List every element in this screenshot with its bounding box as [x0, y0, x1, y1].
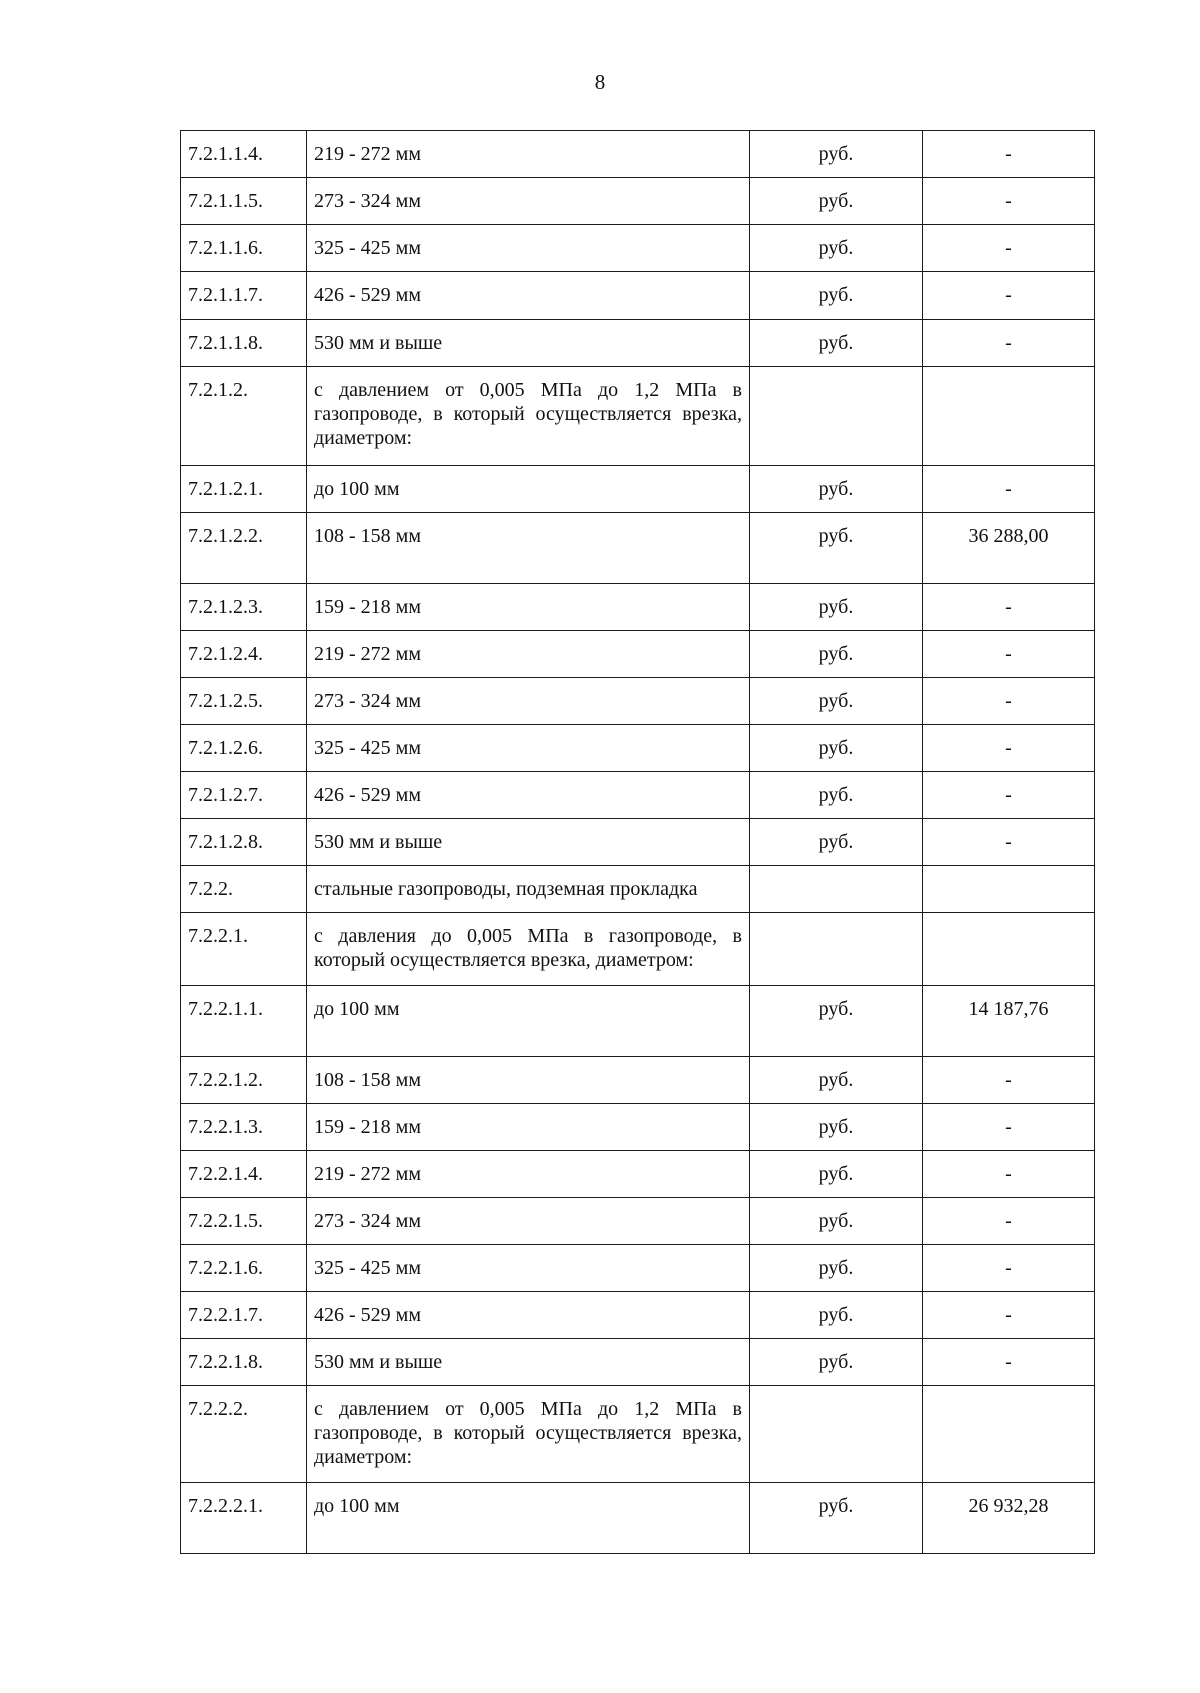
- row-code: 7.2.1.1.8.: [181, 320, 307, 367]
- table-row: [181, 1057, 1095, 1104]
- row-code: 7.2.2.1.5.: [181, 1198, 307, 1245]
- row-code: 7.2.2.1.7.: [181, 1292, 307, 1339]
- row-value: 36 288,00: [923, 513, 1095, 584]
- table-row: [181, 631, 1095, 678]
- row-description: с давлением от 0,005 МПа до 1,2 МПа в газопроводе, в который осуществляется врезка, диаметром:: [307, 367, 750, 466]
- row-description: 273 - 324 мм: [307, 178, 750, 225]
- row-value: 26 932,28: [923, 1483, 1095, 1554]
- row-code: 7.2.2.1.6.: [181, 1245, 307, 1292]
- row-description: стальные газопроводы, подземная прокладка: [307, 866, 750, 913]
- table-row: [181, 1245, 1095, 1292]
- row-unit: руб.: [750, 1057, 923, 1104]
- row-code: 7.2.2.1.4.: [181, 1151, 307, 1198]
- row-value: -: [923, 631, 1095, 678]
- table-row: [181, 367, 1095, 466]
- row-unit: руб.: [750, 1292, 923, 1339]
- row-description: 219 - 272 мм: [307, 1151, 750, 1198]
- row-code: 7.2.1.2.2.: [181, 513, 307, 584]
- row-unit: руб.: [750, 678, 923, 725]
- row-value: -: [923, 725, 1095, 772]
- row-value: -: [923, 1104, 1095, 1151]
- row-value: -: [923, 225, 1095, 272]
- row-description: до 100 мм: [307, 466, 750, 513]
- row-code: 7.2.1.2.1.: [181, 466, 307, 513]
- row-unit: руб.: [750, 986, 923, 1057]
- row-description: 273 - 324 мм: [307, 678, 750, 725]
- row-unit: [750, 1386, 923, 1483]
- table-row: [181, 584, 1095, 631]
- row-description: 159 - 218 мм: [307, 1104, 750, 1151]
- row-code: 7.2.2.: [181, 866, 307, 913]
- row-description: до 100 мм: [307, 986, 750, 1057]
- row-unit: руб.: [750, 1483, 923, 1554]
- row-description: 219 - 272 мм: [307, 131, 750, 178]
- row-description: 426 - 529 мм: [307, 772, 750, 819]
- row-value: [923, 913, 1095, 986]
- row-code: 7.2.1.2.6.: [181, 725, 307, 772]
- row-description: 325 - 425 мм: [307, 1245, 750, 1292]
- table-row: [181, 866, 1095, 913]
- row-code: 7.2.1.1.7.: [181, 272, 307, 320]
- row-value: -: [923, 1292, 1095, 1339]
- row-code: 7.2.1.2.4.: [181, 631, 307, 678]
- table-row: [181, 225, 1095, 272]
- row-code: 7.2.2.1.3.: [181, 1104, 307, 1151]
- row-code: 7.2.1.2.5.: [181, 678, 307, 725]
- table-row: [181, 513, 1095, 584]
- table-row: [181, 1198, 1095, 1245]
- row-value: -: [923, 584, 1095, 631]
- row-code: 7.2.2.1.8.: [181, 1339, 307, 1386]
- row-unit: руб.: [750, 772, 923, 819]
- row-code: 7.2.2.2.1.: [181, 1483, 307, 1554]
- table-body: [181, 131, 1095, 1554]
- row-code: 7.2.1.1.4.: [181, 131, 307, 178]
- row-description: 325 - 425 мм: [307, 225, 750, 272]
- table-row: [181, 913, 1095, 986]
- row-unit: руб.: [750, 272, 923, 320]
- row-code: 7.2.2.1.: [181, 913, 307, 986]
- row-unit: руб.: [750, 178, 923, 225]
- table-row: [181, 1386, 1095, 1483]
- row-code: 7.2.2.2.: [181, 1386, 307, 1483]
- row-value: -: [923, 1151, 1095, 1198]
- table-row: [181, 678, 1095, 725]
- row-code: 7.2.1.2.8.: [181, 819, 307, 866]
- row-unit: руб.: [750, 1151, 923, 1198]
- page-number: 8: [594, 70, 606, 94]
- table-row: [181, 272, 1095, 320]
- row-value: -: [923, 178, 1095, 225]
- row-description: до 100 мм: [307, 1483, 750, 1554]
- row-value: -: [923, 1339, 1095, 1386]
- row-code: 7.2.2.1.2.: [181, 1057, 307, 1104]
- row-description: 426 - 529 мм: [307, 272, 750, 320]
- row-code: 7.2.1.2.: [181, 367, 307, 466]
- row-value: -: [923, 272, 1095, 320]
- row-value: [923, 367, 1095, 466]
- row-value: -: [923, 1198, 1095, 1245]
- tariff-table: [180, 130, 1095, 1554]
- row-description: 273 - 324 мм: [307, 1198, 750, 1245]
- row-unit: руб.: [750, 1198, 923, 1245]
- row-unit: руб.: [750, 819, 923, 866]
- table-row: [181, 1104, 1095, 1151]
- table-row: [181, 1151, 1095, 1198]
- table-row: [181, 986, 1095, 1057]
- row-code: 7.2.1.1.5.: [181, 178, 307, 225]
- row-description: с давления до 0,005 МПа в газопроводе, в который осуществляется врезка, диаметром:: [307, 913, 750, 986]
- row-description: 530 мм и выше: [307, 819, 750, 866]
- row-value: -: [923, 320, 1095, 367]
- table-row: [181, 178, 1095, 225]
- row-unit: руб.: [750, 131, 923, 178]
- row-value: -: [923, 819, 1095, 866]
- row-code: 7.2.2.1.1.: [181, 986, 307, 1057]
- row-code: 7.2.1.2.7.: [181, 772, 307, 819]
- row-unit: руб.: [750, 513, 923, 584]
- row-value: -: [923, 1057, 1095, 1104]
- table-row: [181, 466, 1095, 513]
- row-description: с давлением от 0,005 МПа до 1,2 МПа в газопроводе, в который осуществляется врезка, диаметром:: [307, 1386, 750, 1483]
- table-row: [181, 320, 1095, 367]
- row-unit: руб.: [750, 584, 923, 631]
- row-unit: [750, 913, 923, 986]
- row-value: -: [923, 678, 1095, 725]
- table-row: [181, 772, 1095, 819]
- row-unit: руб.: [750, 1104, 923, 1151]
- table-row: [181, 131, 1095, 178]
- row-description: 108 - 158 мм: [307, 1057, 750, 1104]
- row-unit: руб.: [750, 1245, 923, 1292]
- row-value: -: [923, 466, 1095, 513]
- row-description: 108 - 158 мм: [307, 513, 750, 584]
- row-unit: руб.: [750, 631, 923, 678]
- table-row: [181, 725, 1095, 772]
- row-unit: руб.: [750, 466, 923, 513]
- row-unit: руб.: [750, 725, 923, 772]
- row-unit: [750, 367, 923, 466]
- table-row: [181, 1292, 1095, 1339]
- row-value: -: [923, 772, 1095, 819]
- row-unit: [750, 866, 923, 913]
- row-unit: руб.: [750, 320, 923, 367]
- row-value: [923, 866, 1095, 913]
- row-value: -: [923, 1245, 1095, 1292]
- row-unit: руб.: [750, 1339, 923, 1386]
- row-value: 14 187,76: [923, 986, 1095, 1057]
- row-description: 426 - 529 мм: [307, 1292, 750, 1339]
- row-value: [923, 1386, 1095, 1483]
- row-description: 325 - 425 мм: [307, 725, 750, 772]
- row-code: 7.2.1.1.6.: [181, 225, 307, 272]
- table-row: [181, 819, 1095, 866]
- row-description: 159 - 218 мм: [307, 584, 750, 631]
- row-description: 530 мм и выше: [307, 320, 750, 367]
- table-row: [181, 1483, 1095, 1554]
- row-value: -: [923, 131, 1095, 178]
- row-code: 7.2.1.2.3.: [181, 584, 307, 631]
- row-description: 219 - 272 мм: [307, 631, 750, 678]
- row-unit: руб.: [750, 225, 923, 272]
- row-description: 530 мм и выше: [307, 1339, 750, 1386]
- table-row: [181, 1339, 1095, 1386]
